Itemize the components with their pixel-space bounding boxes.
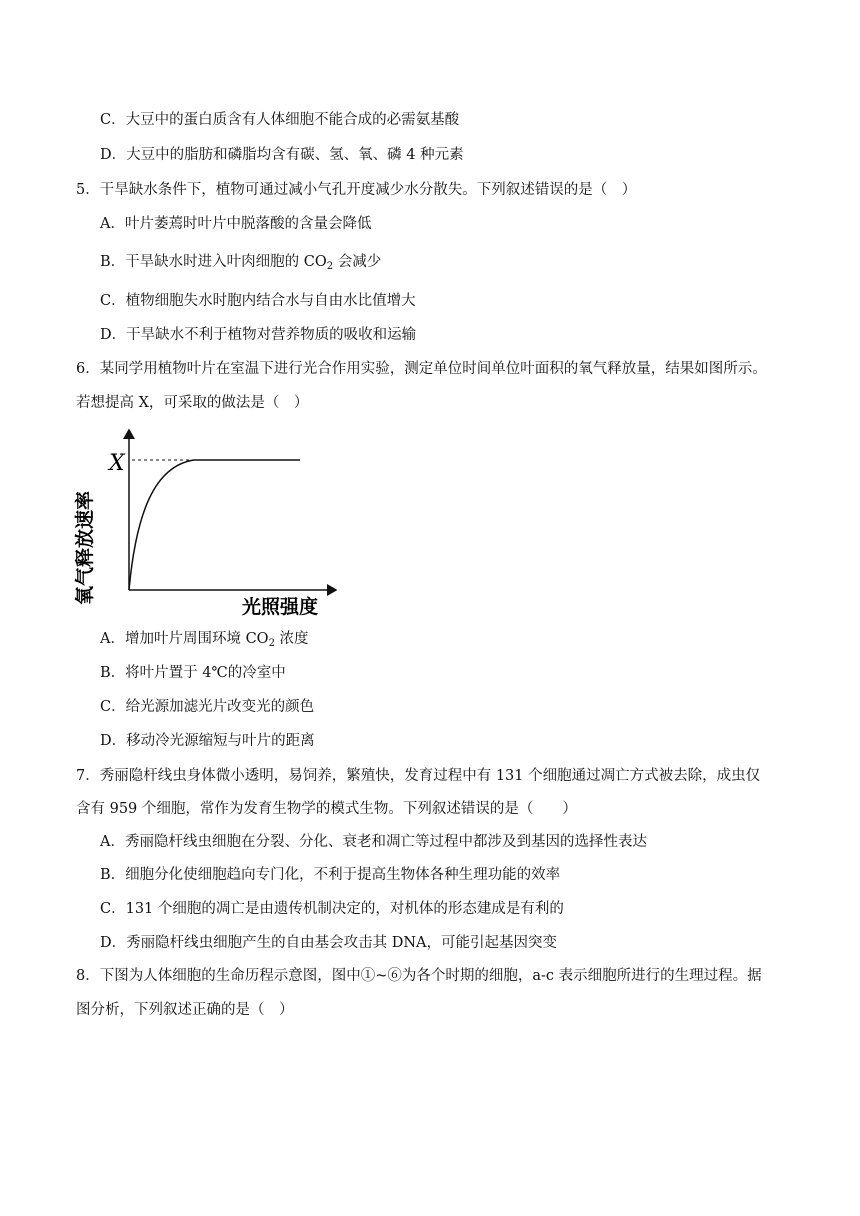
x-plateau-label: X — [109, 451, 125, 476]
q7-option-d: D．秀丽隐杆线虫细胞产生的自由基会攻击其 DNA，可能引起基因突变 — [100, 935, 558, 951]
q6-option-a-text: A．增加叶片周围环境 CO — [100, 631, 269, 647]
q5-option-d: D．干旱缺水不利于植物对营养物质的吸收和运输 — [100, 327, 417, 343]
rate-curve — [129, 460, 300, 590]
q8-stem-line2: 图分析，下列叙述正确的是（ ） — [76, 1002, 294, 1018]
q5-option-b-subscript: 2 — [326, 261, 334, 272]
q5-option-b-text: B．干旱缺水时进入叶肉细胞的 CO — [100, 254, 327, 270]
q5-stem: 5．干旱缺水条件下，植物可通过减小气孔开度减少水分散失。下列叙述错误的是（ ） — [76, 182, 637, 198]
q5-option-b-text-end: 会减少 — [333, 254, 382, 270]
y-axis-label: 氧气释放速率 — [74, 490, 96, 606]
x-axis-label: 光照强度 — [241, 596, 319, 618]
q4-option-c: C．大豆中的蛋白质含有人体细胞不能合成的必需氨基酸 — [100, 112, 460, 128]
q6-option-b: B．将叶片置于 4℃的冷室中 — [100, 665, 286, 681]
q6-option-c: C．给光源加滤光片改变光的颜色 — [100, 699, 315, 715]
q7-stem-line1: 7．秀丽隐杆线虫身体微小透明，易饲养，繁殖快，发育过程中有 131 个细胞通过凋亡方式被去除，成虫仅 — [76, 768, 761, 784]
q5-option-b — [100, 252, 381, 277]
q6-stem-line1: 6．某同学用植物叶片在室温下进行光合作用实验，测定单位时间单位叶面积的氧气释放量，结果如图所示。 — [76, 361, 767, 377]
q7-option-c: C．131 个细胞的凋亡是由遗传机制决定的，对机体的形态建成是有利的 — [100, 901, 564, 917]
q7-option-b: B．细胞分化使细胞趋向专门化，不利于提高生物体各种生理功能的效率 — [100, 867, 561, 883]
q6-option-d: D．移动冷光源缩短与叶片的距离 — [100, 733, 315, 749]
q5-option-c: C．植物细胞失水时胞内结合水与自由水比值增大 — [100, 293, 416, 309]
q5-option-a: A．叶片萎蔫时叶片中脱落酸的含量会降低 — [100, 216, 372, 232]
q6-option-a-subscript: 2 — [268, 638, 275, 649]
q6-option-a — [100, 629, 309, 654]
q4-option-d: D．大豆中的脂肪和磷脂均含有碳、氢、氧、磷 4 种元素 — [100, 147, 464, 163]
q6-stem-line2: 若想提高 X，可采取的做法是（ ） — [76, 395, 309, 411]
q7-option-a: A．秀丽隐杆线虫细胞在分裂、分化、衰老和凋亡等过程中都涉及到基因的选择性表达 — [100, 834, 647, 850]
q8-stem-line1: 8．下图为人体细胞的生命历程示意图，图中①~⑥为各个时期的细胞，a-c 表示细胞所进行的生理过程。据 — [76, 968, 762, 984]
q6-option-a-text-end: 浓度 — [274, 631, 309, 647]
oxygen-release-graph — [74, 424, 344, 620]
q7-stem-line2: 含有 959 个细胞，常作为发育生物学的模式生物。下列叙述错误的是（ ） — [76, 801, 577, 817]
